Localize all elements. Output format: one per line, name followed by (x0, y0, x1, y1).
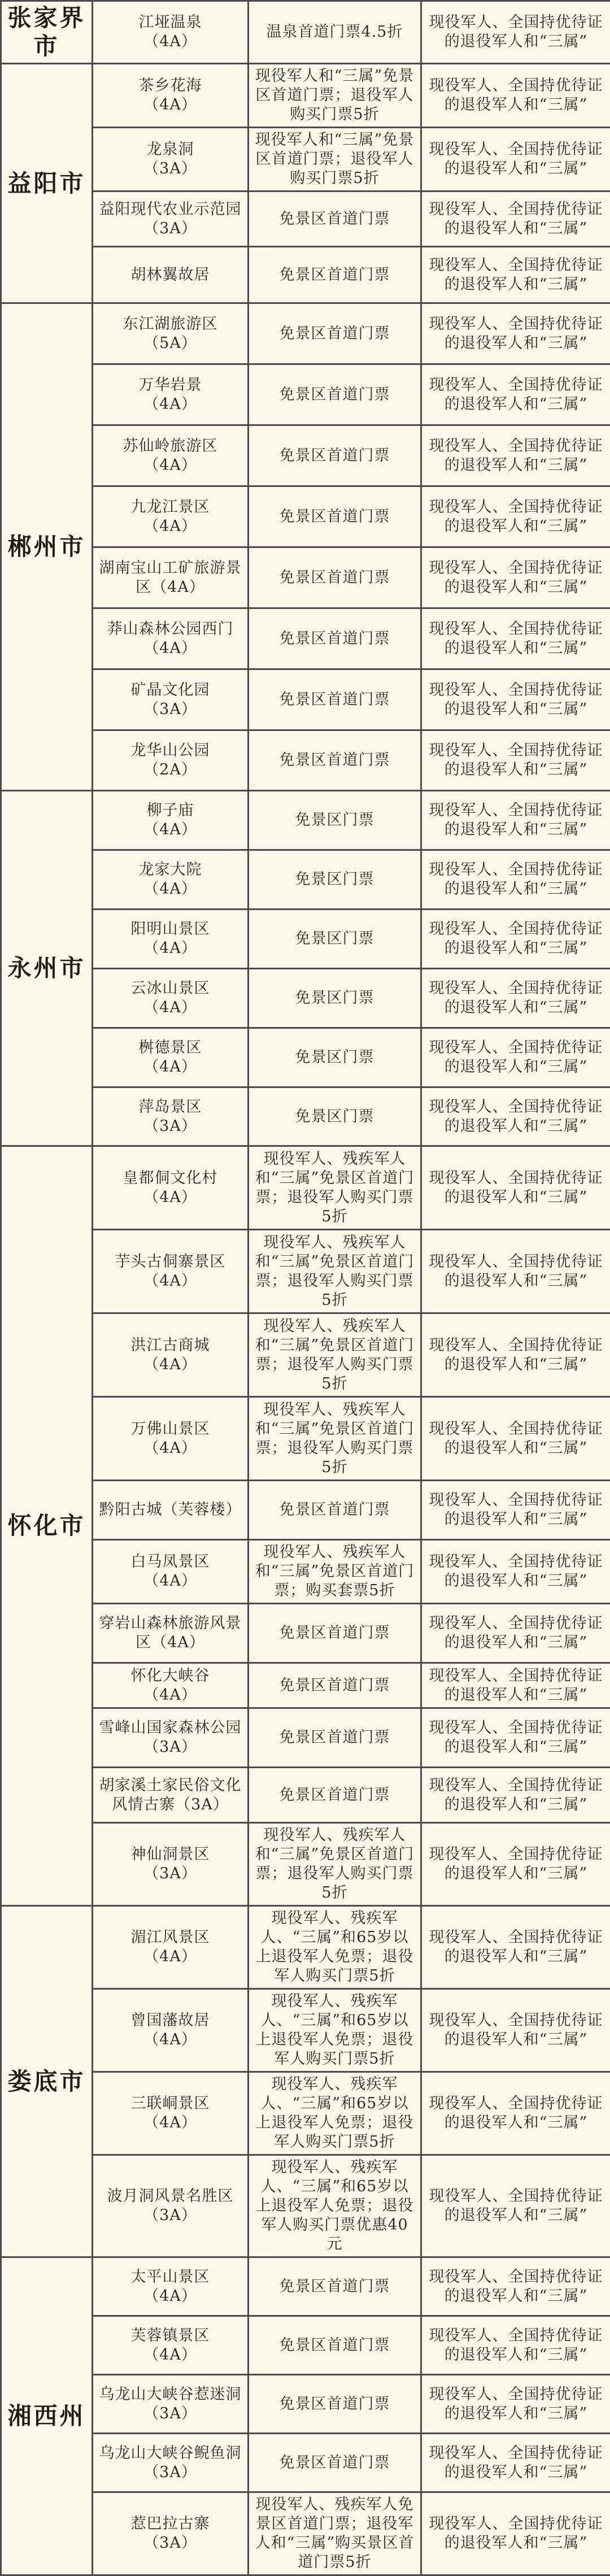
scenic-spot-cell (93, 1989, 249, 2072)
scenic-spot-name: 阳明山景区 (99, 920, 242, 939)
eligible-persons: 现役军人、全国持优待证的退役军人和“三属” (421, 669, 610, 730)
discount-policy: 免景区首道门票 (249, 247, 421, 303)
scenic-spot-level: （4A） (99, 998, 242, 1017)
table-row (1, 1481, 610, 1540)
scenic-spot-cell (93, 64, 249, 128)
scenic-spot-name: 雪峰山国家森林公园 (99, 1718, 242, 1738)
discount-policy: 现役军人、残疾军人和“三属”免景区首道门票；退役军人购买门票5折 (249, 1823, 421, 1906)
scenic-spot-level: （3A） (99, 1864, 242, 1883)
table-row (1, 1823, 610, 1906)
discount-policy: 免景区首道门票 (249, 1481, 421, 1540)
discount-policy: 免景区首道门票 (249, 669, 421, 730)
eligible-persons: 现役军人、全国持优待证的退役军人和“三属” (421, 1230, 610, 1313)
scenic-spot-level: （4A） (99, 639, 242, 658)
table-row (1, 1313, 610, 1397)
scenic-spot-level: （4A） (99, 1058, 242, 1077)
scenic-spot-name: 三联峒景区 (99, 2094, 242, 2113)
eligible-persons: 现役军人、全国持优待证的退役军人和“三属” (421, 2375, 610, 2434)
scenic-spot-name: 柳子庙 (99, 801, 242, 820)
eligible-persons: 现役军人、全国持优待证的退役军人和“三属” (421, 1146, 610, 1230)
discount-policy: 现役军人、残疾军人和“三属”免景区首道门票；购买套票5折 (249, 1540, 421, 1604)
scenic-spot-name: 波月洞风景名胜区 (99, 2187, 242, 2206)
discount-policy: 免景区首道门票 (249, 303, 421, 364)
eligible-persons: 现役军人、全国持优待证的退役军人和“三属” (421, 969, 610, 1028)
scenic-spot-level: （5A） (99, 334, 242, 353)
eligible-persons: 现役军人、全国持优待证的退役军人和“三属” (421, 1087, 610, 1146)
scenic-spot-level: （3A） (99, 1738, 242, 1757)
table-row (1, 303, 610, 364)
scenic-spot-level: （2A） (99, 760, 242, 780)
discount-policy: 现役军人、残疾军人和“三属”免景区首道门票；退役军人购买门票5折 (249, 1230, 421, 1313)
city-name: 益阳市 (1, 64, 93, 303)
eligible-persons: 现役军人、全国持优待证的退役军人和“三属” (421, 1481, 610, 1540)
discount-policy: 免景区首道门票 (249, 2257, 421, 2316)
scenic-spot-cell (93, 1481, 249, 1540)
table-row (1, 2072, 610, 2155)
discount-policy: 免景区首道门票 (249, 192, 421, 247)
scenic-spot-name: 皇都侗文化村 (99, 1169, 242, 1188)
discount-policy: 免景区门票 (249, 1028, 421, 1087)
eligible-persons: 现役军人、全国持优待证的退役军人和“三属” (421, 2155, 610, 2257)
eligible-persons: 现役军人、全国持优待证的退役军人和“三属” (421, 192, 610, 247)
table-row (1, 128, 610, 192)
scenic-spot-cell (93, 2375, 249, 2434)
table-row (1, 1087, 610, 1146)
scenic-spot-cell (93, 608, 249, 669)
scenic-spot-cell (93, 2155, 249, 2257)
discount-policy: 免景区首道门票 (249, 1768, 421, 1823)
eligible-persons: 现役军人、全国持优待证的退役军人和“三属” (421, 2072, 610, 2155)
scenic-spot-cell (93, 2072, 249, 2155)
scenic-spot-cell (93, 425, 249, 486)
discount-policy: 现役军人、残疾军人、“三属”和65岁以上退役军人免票；退役军人购买门票5折 (249, 2072, 421, 2155)
table-row (1, 669, 610, 730)
scenic-spot-level: （4A） (99, 1188, 242, 1207)
scenic-spot-cell (93, 303, 249, 364)
eligible-persons: 现役军人、全国持优待证的退役军人和“三属” (421, 2257, 610, 2316)
city-name: 娄底市 (1, 1906, 93, 2257)
eligible-persons: 现役军人、全国持优待证的退役军人和“三属” (421, 486, 610, 547)
table-row (1, 547, 610, 608)
scenic-spot-level: （3A） (99, 159, 242, 179)
eligible-persons: 现役军人、全国持优待证的退役军人和“三属” (421, 1989, 610, 2072)
table-row (1, 2155, 610, 2257)
eligible-persons: 现役军人、全国持优待证的退役军人和“三属” (421, 1, 610, 64)
table-row (1, 2492, 610, 2575)
scenic-spot-name: 益阳现代农业示范园 (99, 200, 242, 219)
discount-policy: 现役军人和“三属”免景区首道门票；退役军人购买门票5折 (249, 64, 421, 128)
discount-policy: 免景区首道门票 (249, 608, 421, 669)
eligible-persons: 现役军人、全国持优待证的退役军人和“三属” (421, 425, 610, 486)
eligible-persons: 现役军人、全国持优待证的退役军人和“三属” (421, 2316, 610, 2375)
scenic-spot-cell (93, 128, 249, 192)
discount-policy: 现役军人、残疾军人、“三属”和65岁以上退役军人免票；退役军人购买门票5折 (249, 1906, 421, 1989)
scenic-spot-name: 萍岛景区 (99, 1098, 242, 1117)
scenic-spot-name: 穿岩山森林旅游风景区（4A） (99, 1614, 242, 1652)
scenic-spot-level: （4A） (99, 1355, 242, 1374)
scenic-spot-cell (93, 364, 249, 425)
scenic-spot-level: （3A） (99, 2534, 242, 2553)
scenic-spot-cell (93, 2492, 249, 2575)
eligible-persons: 现役军人、全国持优待证的退役军人和“三属” (421, 1823, 610, 1906)
city-name: 永州市 (1, 791, 93, 1146)
table-row (1, 1604, 610, 1663)
table-row (1, 1028, 610, 1087)
scenic-spot-cell (93, 2434, 249, 2492)
scenic-spot-cell (93, 1604, 249, 1663)
table-row (1, 425, 610, 486)
eligible-persons: 现役军人、全国持优待证的退役军人和“三属” (421, 1663, 610, 1708)
scenic-spot-level: （4A） (99, 2030, 242, 2050)
table-row (1, 247, 610, 303)
eligible-persons: 现役军人、全国持优待证的退役军人和“三属” (421, 910, 610, 969)
scenic-spot-cell (93, 1230, 249, 1313)
eligible-persons: 现役军人、全国持优待证的退役军人和“三属” (421, 1768, 610, 1823)
scenic-spot-cell (93, 1087, 249, 1146)
scenic-spot-name: 湖南宝山工矿旅游景区（4A） (99, 559, 242, 597)
scenic-spot-name: 龙华山公园 (99, 741, 242, 760)
city-name: 郴州市 (1, 303, 93, 791)
scenic-spot-cell (93, 1768, 249, 1823)
discount-policy: 免景区门票 (249, 791, 421, 850)
scenic-spot-name: 莽山森林公园西门 (99, 620, 242, 639)
discount-policy: 免景区首道门票 (249, 425, 421, 486)
scenic-spot-name: 曾国藩故居 (99, 2011, 242, 2030)
eligible-persons: 现役军人、全国持优待证的退役军人和“三属” (421, 2434, 610, 2492)
table-row (1, 64, 610, 128)
discount-policy: 现役军人、残疾军人、“三属”和65岁以上退役军人免票；退役军人购买门票优惠40元 (249, 2155, 421, 2257)
scenic-spot-name: 洪江古商城 (99, 1336, 242, 1355)
discount-policy: 免景区首道门票 (249, 730, 421, 791)
table-row (1, 1540, 610, 1604)
eligible-persons: 现役军人、全国持优待证的退役军人和“三属” (421, 1604, 610, 1663)
discount-policy: 免景区首道门票 (249, 2375, 421, 2434)
discount-policy: 现役军人、残疾军人和“三属”免景区首道门票；退役军人购买门票5折 (249, 1146, 421, 1230)
table-row (1, 1230, 610, 1313)
table-row (1, 791, 610, 850)
scenic-spot-level: （4A） (99, 880, 242, 899)
scenic-spot-cell (93, 2316, 249, 2375)
scenic-spot-name: 芙蓉镇景区 (99, 2326, 242, 2346)
scenic-spot-name: 乌龙山大峡谷惹迷洞 (99, 2385, 242, 2404)
scenic-spot-cell (93, 1397, 249, 1481)
table-row (1, 486, 610, 547)
city-name: 湘西州 (1, 2257, 93, 2575)
table-row (1, 969, 610, 1028)
eligible-persons: 现役军人、全国持优待证的退役军人和“三属” (421, 364, 610, 425)
discount-policy: 现役军人、残疾军人和“三属”免景区首道门票；退役军人购买门票5折 (249, 1397, 421, 1481)
table-row (1, 364, 610, 425)
discount-policy: 现役军人、残疾军人和“三属”免景区首道门票；退役军人购买门票5折 (249, 1313, 421, 1397)
scenic-spot-cell (93, 247, 249, 303)
scenic-spot-level: （4A） (99, 1947, 242, 1966)
eligible-persons: 现役军人、全国持优待证的退役军人和“三属” (421, 1313, 610, 1397)
table-row (1, 2257, 610, 2316)
discount-policy: 现役军人和“三属”免景区首道门票；退役军人购买门票5折 (249, 128, 421, 192)
scenic-spot-name: 胡林翼故居 (99, 266, 242, 285)
city-name: 怀化市 (1, 1146, 93, 1906)
scenic-spot-name: 万佛山景区 (99, 1420, 242, 1439)
scenic-spot-name: 湄江风景区 (99, 1928, 242, 1947)
table-row (1, 1, 610, 64)
table-row (1, 2375, 610, 2434)
scenic-spot-name: 龙家大院 (99, 860, 242, 880)
table-row (1, 1146, 610, 1230)
scenic-spot-level: （3A） (99, 700, 242, 719)
eligible-persons: 现役军人、全国持优待证的退役军人和“三属” (421, 547, 610, 608)
discount-policy: 温泉首道门票4.5折 (249, 1, 421, 64)
scenic-spot-name: 太平山景区 (99, 2268, 242, 2287)
eligible-persons: 现役军人、全国持优待证的退役军人和“三属” (421, 247, 610, 303)
scenic-spot-cell (93, 791, 249, 850)
scenic-spot-name: 惹巴拉古寨 (99, 2514, 242, 2534)
discount-policy: 免景区首道门票 (249, 547, 421, 608)
scenic-spot-level: （3A） (99, 1117, 242, 1136)
scenic-spot-cell (93, 547, 249, 608)
table-row (1, 1989, 610, 2072)
scenic-spot-level: （3A） (99, 2463, 242, 2482)
table-row (1, 2316, 610, 2375)
scenic-spot-level: （4A） (99, 95, 242, 115)
table-row (1, 1663, 610, 1708)
scenic-spot-name: 黔阳古城（芙蓉楼） (99, 1500, 242, 1520)
scenic-spot-cell (93, 1, 249, 64)
scenic-spot-name: 云冰山景区 (99, 979, 242, 998)
scenic-spot-level: （4A） (99, 395, 242, 414)
scenic-spot-cell (93, 1708, 249, 1768)
scenic-spot-name: 桝德景区 (99, 1038, 242, 1058)
eligible-persons: 现役军人、全国持优待证的退役军人和“三属” (421, 1540, 610, 1604)
scenic-spot-cell (93, 486, 249, 547)
scenic-spot-cell (93, 1313, 249, 1397)
discount-policy: 现役军人、残疾军人、“三属”和65岁以上退役军人免票；退役军人购买门票5折 (249, 1989, 421, 2072)
eligible-persons: 现役军人、全国持优待证的退役军人和“三属” (421, 1708, 610, 1768)
eligible-persons: 现役军人、全国持优待证的退役军人和“三属” (421, 2492, 610, 2575)
eligible-persons: 现役军人、全国持优待证的退役军人和“三属” (421, 730, 610, 791)
discount-policy: 免景区门票 (249, 850, 421, 910)
scenic-spot-level: （4A） (99, 1686, 242, 1705)
table-row (1, 2434, 610, 2492)
discount-policy: 免景区首道门票 (249, 1604, 421, 1663)
scenic-spot-level: （3A） (99, 2404, 242, 2423)
scenic-spot-name: 白马凤景区 (99, 1552, 242, 1572)
scenic-spot-name: 九龙江景区 (99, 498, 242, 517)
scenic-spot-name: 万华岩景 (99, 376, 242, 395)
eligible-persons: 现役军人、全国持优待证的退役军人和“三属” (421, 1906, 610, 1989)
table-row (1, 608, 610, 669)
table-row (1, 910, 610, 969)
scenic-spot-cell (93, 669, 249, 730)
scenic-spot-level: （4A） (99, 1272, 242, 1291)
eligible-persons: 现役军人、全国持优待证的退役军人和“三属” (421, 1397, 610, 1481)
eligible-persons: 现役军人、全国持优待证的退役军人和“三属” (421, 608, 610, 669)
scenic-spot-level: （4A） (99, 939, 242, 958)
discount-policy: 免景区首道门票 (249, 2316, 421, 2375)
discount-policy: 免景区首道门票 (249, 486, 421, 547)
scenic-spot-cell (93, 1540, 249, 1604)
discount-policy: 免景区门票 (249, 969, 421, 1028)
scenic-spot-cell (93, 1663, 249, 1708)
discount-policy: 现役军人、残疾军人免景区首道门票；退役军人和“三属”购买景区首道门票5折 (249, 2492, 421, 2575)
scenic-spot-name: 神仙洞景区 (99, 1845, 242, 1864)
scenic-spot-level: （4A） (99, 517, 242, 536)
scenic-spot-level: （4A） (99, 1572, 242, 1591)
eligible-persons: 现役军人、全国持优待证的退役军人和“三属” (421, 128, 610, 192)
city-name: 张家界市 (1, 1, 93, 64)
scenic-spot-cell (93, 910, 249, 969)
discount-policy: 免景区首道门票 (249, 1708, 421, 1768)
scenic-spot-cell (93, 2257, 249, 2316)
eligible-persons: 现役军人、全国持优待证的退役军人和“三属” (421, 1028, 610, 1087)
scenic-spot-cell (93, 730, 249, 791)
scenic-spot-cell (93, 1028, 249, 1087)
scenic-spot-name: 东江湖旅游区 (99, 315, 242, 334)
scenic-spot-level: （4A） (99, 2113, 242, 2133)
scenic-spot-level: （4A） (99, 820, 242, 839)
discount-policy: 免景区首道门票 (249, 2434, 421, 2492)
table-row (1, 730, 610, 791)
eligible-persons: 现役军人、全国持优待证的退役军人和“三属” (421, 64, 610, 128)
eligible-persons: 现役军人、全国持优待证的退役军人和“三属” (421, 791, 610, 850)
scenic-spot-level: （4A） (99, 1439, 242, 1458)
scenic-spot-name: 乌龙山大峡谷鲵鱼洞 (99, 2444, 242, 2463)
scenic-spot-level: （4A） (99, 32, 242, 51)
scenic-spot-cell (93, 1906, 249, 1989)
table-row (1, 850, 610, 910)
scenic-spot-cell (93, 192, 249, 247)
table-row (1, 1708, 610, 1768)
table-row (1, 192, 610, 247)
scenic-spot-name: 矿晶文化园 (99, 681, 242, 700)
scenic-spot-cell (93, 850, 249, 910)
scenic-spot-name: 茶乡花海 (99, 76, 242, 95)
scenic-spot-level: （3A） (99, 219, 242, 238)
discount-policy: 免景区首道门票 (249, 364, 421, 425)
scenic-spot-name: 苏仙岭旅游区 (99, 437, 242, 456)
scenic-spot-level: （3A） (99, 2206, 242, 2225)
eligible-persons: 现役军人、全国持优待证的退役军人和“三属” (421, 850, 610, 910)
scenic-spot-level: （4A） (99, 456, 242, 475)
scenic-spot-level: （4A） (99, 2346, 242, 2365)
table-row (1, 1906, 610, 1989)
discount-policy: 免景区门票 (249, 910, 421, 969)
scenic-spot-name: 江垭温泉 (99, 13, 242, 32)
discount-table-body (1, 1, 610, 2575)
table-row (1, 1397, 610, 1481)
eligible-persons: 现役军人、全国持优待证的退役军人和“三属” (421, 303, 610, 364)
scenic-spot-cell (93, 1823, 249, 1906)
discount-policy: 免景区首道门票 (249, 1663, 421, 1708)
scenic-spot-level: （4A） (99, 2287, 242, 2306)
scenic-spot-name: 胡家溪土家民俗文化风情古寨（3A） (99, 1776, 242, 1814)
discount-policy: 免景区门票 (249, 1087, 421, 1146)
scenic-spot-name: 龙泉洞 (99, 140, 242, 159)
scenic-spot-name: 芋头古侗寨景区 (99, 1252, 242, 1272)
scenic-spot-name: 怀化大峡谷 (99, 1666, 242, 1686)
scenic-spot-cell (93, 1146, 249, 1230)
table-row (1, 1768, 610, 1823)
scenic-spot-cell (93, 969, 249, 1028)
